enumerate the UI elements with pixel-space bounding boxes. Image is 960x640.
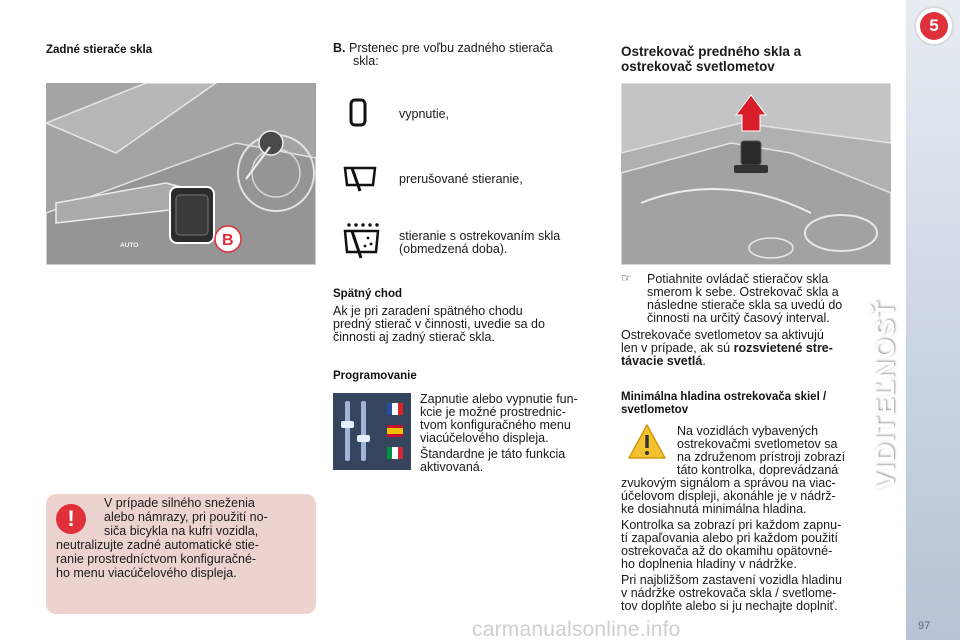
warning-triangle-icon bbox=[627, 422, 667, 462]
bullet-line-2: smerom k sebe. Ostrekovač skla a bbox=[647, 285, 839, 299]
bullet-line-1: Potiahnite ovládač stieračov skla bbox=[647, 272, 829, 286]
refill-line-3: tov doplňte alebo si ju nechajte doplniť. bbox=[621, 599, 838, 613]
washer-title-line-2: ostrekovač svetlometov bbox=[621, 59, 775, 74]
stalk-auto-label: AUTO bbox=[120, 242, 139, 249]
bullet-line-4: činnosti na určitý časový interval. bbox=[647, 311, 830, 325]
option-wash-label-2: (obmedzená doba). bbox=[399, 242, 508, 256]
rear-wiper-stalk-photo bbox=[46, 83, 316, 265]
headlamp-bold-1: rozsvietené stre- bbox=[733, 341, 833, 355]
note-line-6: ho menu viacúčelového displeja. bbox=[56, 566, 237, 580]
note-line-4: neutralizujte zadné automatické stie- bbox=[56, 538, 259, 552]
min-level-title-1: Minimálna hladina ostrekovača skiel / bbox=[621, 391, 827, 403]
programming-line-1: Zapnutie alebo vypnutie fun- bbox=[420, 392, 578, 406]
chapter-title: VIDITEĽNOSŤ bbox=[870, 300, 900, 490]
programming-title: Programovanie bbox=[333, 370, 417, 382]
programming-line-2: kcie je možné prostrednic- bbox=[420, 405, 566, 419]
indicator-line-3: ostrekovača až do okamihu opätovné- bbox=[621, 544, 833, 558]
washer-title-line-1: Ostrekovač predného skla a bbox=[621, 44, 802, 59]
config-menu-icon bbox=[333, 393, 411, 470]
min-level-title-2: svetlometov bbox=[621, 404, 689, 416]
note-line-1: V prípade silného sneženia bbox=[104, 496, 255, 510]
reverse-line-1: Ak je pri zaradení spätného chodu bbox=[333, 304, 523, 318]
page-number: 97 bbox=[918, 620, 931, 632]
warning-line-3: na združenom prístroji zobrazí bbox=[677, 450, 846, 464]
headlamp-line-1: Ostrekovače svetlometov sa aktivujú bbox=[621, 328, 824, 342]
watermark: carmanualsonline.info bbox=[472, 618, 681, 640]
refill-line-1: Pri najbližšom zastavení vozidla hladinu bbox=[621, 573, 842, 587]
headlamp-line-3 bbox=[621, 355, 706, 368]
option-wash-label-1: stieranie s ostrekovaním skla bbox=[399, 229, 561, 243]
warning-line-7: ke dosiahnutá minimálna hladina. bbox=[621, 502, 807, 516]
warning-line-6: účelovom displeji, akonáhle je v nádrž- bbox=[621, 489, 836, 503]
wiper-wash-icon bbox=[340, 222, 382, 262]
reverse-line-3: činnosti aj zadný stierač skla. bbox=[333, 330, 495, 344]
note-line-3: siča bicykla na kufri vozidla, bbox=[104, 524, 259, 538]
chapter-number: 5 bbox=[920, 12, 948, 40]
indicator-line-4: ho doplnenia hladiny v nádržke. bbox=[621, 557, 797, 571]
front-washer-photo bbox=[621, 83, 891, 265]
ring-b-text-2: skla: bbox=[353, 54, 379, 68]
reverse-line-2: predný stierač v činnosti, uvedie sa do bbox=[333, 317, 545, 331]
warning-line-5: zvukovým signálom a správou na viac- bbox=[621, 476, 836, 490]
headlamp-line-2-start: len v prípade, ak sú bbox=[621, 341, 734, 355]
warning-line-4: táto kontrolka, doprevádzaná bbox=[677, 463, 839, 477]
programming-line-3: tvom konfiguračného menu bbox=[420, 418, 571, 432]
programming-line-6: aktivovaná. bbox=[420, 460, 484, 474]
option-intermittent-label: prerušované stieranie, bbox=[399, 172, 523, 186]
chapter-badge bbox=[914, 6, 954, 46]
indicator-line-2: tí zapaľovania alebo pri každom použití bbox=[621, 531, 838, 545]
ring-b-label: B. bbox=[333, 41, 346, 55]
ring-b-text-1: Prstenec pre voľbu zadného stierača bbox=[348, 41, 553, 55]
warning-line-1: Na vozidlách vybavených bbox=[677, 424, 819, 438]
note-line-5: ranie prostredníctvom konfiguračné- bbox=[56, 552, 257, 566]
hand-pointer-icon: ☞ bbox=[621, 271, 632, 285]
exclamation-icon: ! bbox=[56, 504, 86, 534]
refill-line-2: v nádržke ostrekovača skla / svetlome- bbox=[621, 586, 837, 600]
wiper-off-icon bbox=[343, 97, 373, 129]
washer-title bbox=[621, 44, 801, 74]
rear-wiper-title: Zadné stierače skla bbox=[46, 44, 153, 56]
warning-line-2: ostrekovačmi svetlometov sa bbox=[677, 437, 838, 451]
option-off-label: vypnutie, bbox=[399, 107, 450, 121]
programming-line-5: Štandardne je táto funkcia bbox=[420, 447, 566, 461]
stalk-b-label: B bbox=[222, 232, 234, 249]
note-line-2: alebo námrazy, pri použití no- bbox=[104, 510, 268, 524]
programming-line-4: viacúčelového displeja. bbox=[420, 431, 549, 445]
bullet-line-3: následne stierače skla sa uvedú do bbox=[647, 298, 843, 312]
snow-note-box bbox=[46, 494, 316, 614]
wiper-intermittent-icon bbox=[340, 165, 380, 195]
headlamp-end: . bbox=[702, 354, 706, 368]
reverse-title: Spätný chod bbox=[333, 288, 403, 300]
indicator-line-1: Kontrolka sa zobrazí pri každom zapnu- bbox=[621, 518, 842, 532]
chapter-sidebar bbox=[906, 0, 960, 640]
headlamp-bold-2: távacie svetlá bbox=[621, 354, 703, 368]
